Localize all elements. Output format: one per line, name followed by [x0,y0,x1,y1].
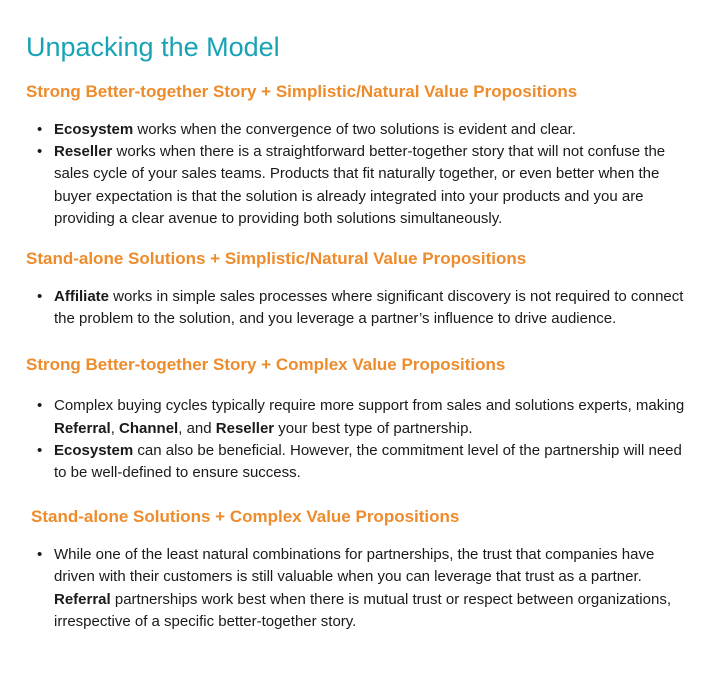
bullet-item [26,141,688,230]
bullet-dot: • [37,397,43,415]
partner-type-referral: Referral [54,590,111,608]
bullet-body: partnerships work best when there is mutual trust or respect between organizations, irrespective of a specific better-together story. [54,590,671,630]
section-standalone-complex [26,506,688,633]
bullet-list [26,119,688,230]
bullet-list [26,395,688,484]
bullet-list [26,544,688,633]
bullet-dot: • [37,546,43,564]
page-title: Unpacking the Model [26,32,280,62]
section-heading: Strong Better-together Story + Complex Value Propositions [26,355,506,375]
bullet-dot: • [37,121,43,138]
bullet-body: , [110,419,120,437]
bullet-text [54,442,682,481]
bullet-item [26,119,688,141]
partner-type-referral: Referral [54,419,111,437]
bullet-dot: • [37,143,43,161]
bullet-list [26,286,688,330]
section-standalone-simplistic [26,248,688,330]
partner-type-channel: Channel [119,419,179,437]
bullet-text [54,288,683,327]
section-strong-simplistic [26,81,688,230]
bullet-body: works when the convergence of two solutions is evident and clear. [133,121,576,138]
partner-type-reseller: Reseller [215,419,275,437]
partner-type-ecosystem: Ecosystem [54,121,134,138]
section-strong-complex [26,354,688,484]
bullet-body: works in simple sales processes where significant discovery is not required to connect the problem to the solution, and you leverage a partner’s influence to drive audience. [54,288,684,328]
bullet-item [26,544,688,633]
section-heading: Stand-alone Solutions + Complex Value Propositions [31,507,460,527]
section-heading: Strong Better-together Story + Simplistic/Natural Value Propositions [26,82,578,101]
bullet-text [54,143,665,227]
section-heading: Stand-alone Solutions + Simplistic/Natural Value Propositions [26,249,527,269]
bullet-text [54,397,684,436]
bullet-body: works when there is a straightforward better-together story that will not confuse the sales cycle of your sales teams. Products that fit naturally together, or even better when the buyer expectation is that the solution is already integrated into your products and you are providing a clear avenue to providing both solutions simultaneously. [54,143,666,227]
bullet-item [26,440,688,484]
bullet-body: can also be beneficial. However, the commitment level of the partnership will need to be well-defined to ensure success. [54,441,682,482]
bullet-item [26,286,688,330]
bullet-item [26,395,688,439]
bullet-body: your best type of partnership. [274,419,473,437]
bullet-body: Complex buying cycles typically require more support from sales and solutions experts, making [54,397,685,415]
bullet-text [54,121,576,138]
bullet-dot: • [37,441,43,459]
bullet-dot: • [37,288,43,306]
partner-type-reseller: Reseller [54,143,113,161]
bullet-body: , and [178,419,216,437]
bullet-body: While one of the least natural combinations for partnerships, the trust that companies have driven with their customers is still valuable when you can leverage that trust as a partner. [54,546,655,586]
bullet-text [54,546,671,630]
partner-type-ecosystem: Ecosystem [54,441,134,459]
partner-type-affiliate: Affiliate [54,288,110,306]
